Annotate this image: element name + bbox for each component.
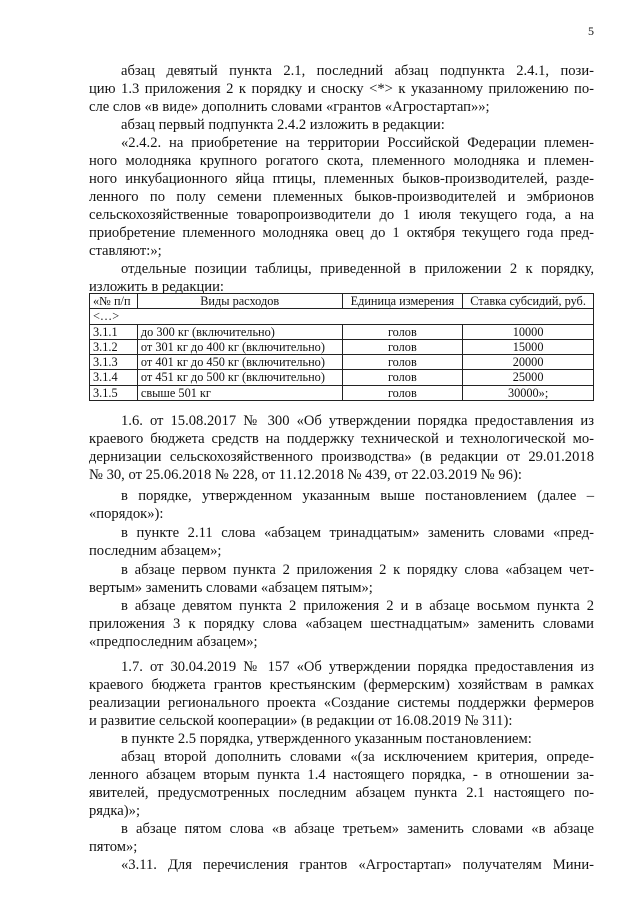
bottom-line: реализации регионального проекта «Создание системы поддержки фермеров xyxy=(89,695,594,711)
bottom-line: явителей, предусмотренных последним абзацем пункта 2.1 настоящего по- xyxy=(89,785,594,801)
bottom-line: приложения 3 к порядку слова «абзацем шестнадцатым» заменить словами xyxy=(89,616,594,632)
rate-cell: 20000 xyxy=(463,355,594,370)
bottom-line: № 30, от 25.06.2018 № 228, от 11.12.2018 № 439, от 22.03.2019 № 96): xyxy=(89,467,522,483)
bottom-line: 1.6. от 15.08.2017 № 300 «Об утверждении порядка предоставления из xyxy=(121,413,594,429)
bottom-line: пятом»; xyxy=(89,839,138,855)
top-line: сельскохозяйственные товаропроизводители до 1 июля текущего года, а на xyxy=(89,207,594,223)
bottom-line: дернизации сельскохозяйственного производства» (в редакции от 29.01.2018 xyxy=(89,449,594,465)
top-line: ного инкубационного яйца птицы, племенных быков-производителей, разде- xyxy=(89,171,594,187)
row-number-cell: 3.1.5 xyxy=(90,385,138,400)
top-line: абзац девятый пункта 2.1, последний абзац подпункта 2.4.1, пози- xyxy=(121,63,594,79)
unit-cell: голов xyxy=(342,355,463,370)
top-line: изложить в редакции: xyxy=(89,279,224,295)
bottom-line: краевого бюджета грантов крестьянским (фермерским) хозяйствам в рамках xyxy=(89,677,594,693)
row-number-cell: 3.1.1 xyxy=(90,324,138,339)
expense-type-cell: от 451 кг до 500 кг (включительно) xyxy=(137,370,342,385)
bottom-line: «3.11. Для перечисления грантов «Агростартап» получателям Мини- xyxy=(121,857,594,873)
expense-type-cell: от 401 кг до 450 кг (включительно) xyxy=(137,355,342,370)
top-line: «2.4.2. на приобретение на территории Российской Федерации племен- xyxy=(121,135,594,151)
top-line: приобретение племенного молодняка овец до 1 октября текущего года пред- xyxy=(89,225,594,241)
top-line: ставляют:»; xyxy=(89,243,162,259)
bottom-line: в абзаце девятом пункта 2 приложения 2 и в абзаце восьмом пункта 2 xyxy=(121,598,594,614)
bottom-line: и развитие сельской кооперации» (в редакции от 16.08.2019 № 311): xyxy=(89,713,513,729)
unit-cell: голов xyxy=(342,339,463,354)
bottom-line: в абзаце первом пункта 2 приложения 2 к порядку слова «абзацем чет- xyxy=(121,562,594,578)
top-line: ленного по полу семени племенных быков-производителей и эмбрионов xyxy=(89,189,594,205)
bottom-line: последним абзацем»; xyxy=(89,543,222,559)
top-line: абзац первый подпункта 2.4.2 изложить в редакции: xyxy=(121,117,445,133)
expense-type-cell: свыше 501 кг xyxy=(137,385,342,400)
bottom-line: 1.7. от 30.04.2019 № 157 «Об утверждении порядка предоставления из xyxy=(121,659,594,675)
bottom-line: ленного абзацем вторым пункта 1.4 настоящего порядка, - в отношении за- xyxy=(89,767,594,783)
bottom-line: в порядке, утвержденном указанным выше постановлением (далее – xyxy=(121,488,594,504)
expense-type-cell: от 301 кг до 400 кг (включительно) xyxy=(137,339,342,354)
page-number: 5 xyxy=(588,24,594,38)
unit-cell: голов xyxy=(342,324,463,339)
col-header-expense-type: Виды расходов xyxy=(137,294,342,309)
bottom-line: краевого бюджета средств на поддержку технической и технологической мо- xyxy=(89,431,594,447)
unit-cell: голов xyxy=(342,370,463,385)
col-header-rate: Ставка субсидий, руб. xyxy=(463,294,594,309)
rate-cell: 15000 xyxy=(463,339,594,354)
bottom-line: в пункте 2.5 порядка, утвержденного указанным постановлением: xyxy=(121,731,532,747)
row-number-cell: 3.1.2 xyxy=(90,339,138,354)
bottom-line: вертым» заменить словами «абзацем пятым»; xyxy=(89,580,373,596)
bottom-line: абзац второй дополнить словами «(за исключением критерия, опреде- xyxy=(121,749,594,765)
rate-cell: 25000 xyxy=(463,370,594,385)
bottom-line: «предпоследним абзацем»; xyxy=(89,634,258,650)
rate-cell: 30000»; xyxy=(463,385,594,400)
rate-cell: 10000 xyxy=(463,324,594,339)
unit-cell: голов xyxy=(342,385,463,400)
ellipsis-cell: <…> xyxy=(90,309,594,324)
top-line: сле слов «в виде» дополнить словами «грантов «Агростартап»»; xyxy=(89,99,490,115)
bottom-line: в абзаце пятом слова «в абзаце третьем» заменить словами «в абзаце xyxy=(121,821,594,837)
row-number-cell: 3.1.3 xyxy=(90,355,138,370)
expense-type-cell: до 300 кг (включительно) xyxy=(137,324,342,339)
bottom-line: рядка)»; xyxy=(89,803,140,819)
bottom-line: в пункте 2.11 слова «абзацем тринадцатым» заменить словами «пред- xyxy=(121,525,594,541)
col-header-number: «№ п/п xyxy=(90,294,138,309)
top-line: отдельные позиции таблицы, приведенной в приложении 2 к порядку, xyxy=(121,261,594,277)
bottom-line: «порядок»): xyxy=(89,506,164,522)
top-line: ного молодняка крупного рогатого скота, племенного молодняка и племен- xyxy=(89,153,594,169)
top-line: цию 1.3 приложения 2 к порядку и сноску <*> к указанному приложению по- xyxy=(89,81,594,97)
col-header-unit: Единица измерения xyxy=(342,294,463,309)
row-number-cell: 3.1.4 xyxy=(90,370,138,385)
